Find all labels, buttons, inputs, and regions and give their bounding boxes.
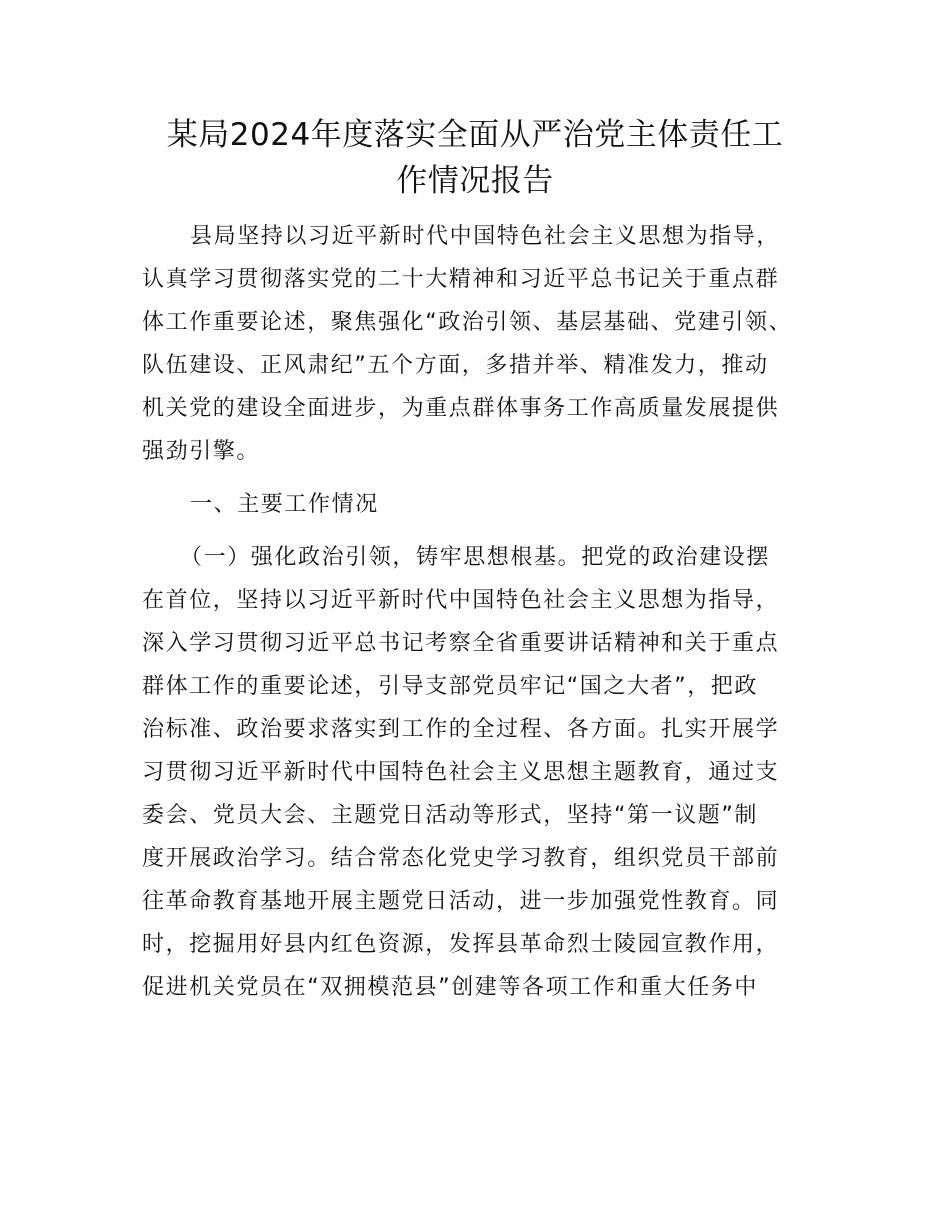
paragraph-1-line-4: 队伍建设、正风肃纪”五个方面，多措并举、精准发力，推动 <box>142 353 769 378</box>
title-line-2: 作情况报告 <box>396 163 554 199</box>
paragraph-1-line-3: 体工作重要论述，聚焦强化“政治引领、基层基础、党建引领、 <box>142 310 793 335</box>
document-title <box>130 112 820 204</box>
title-line-1: 某局2024年度落实全面从严治党主体责任工 <box>166 117 784 153</box>
paragraph-2-line-5: 治标准、政治要求落实到工作的全过程、各方面。扎实开展学 <box>142 717 780 742</box>
paragraph-1-line-1: 县局坚持以习近平新时代中国特色社会主义思想为指导， <box>190 224 781 249</box>
paragraph-1-line-2: 认真学习贯彻落实党的二十大精神和习近平总书记关于重点群 <box>142 267 780 292</box>
paragraph-2-line-2: 在首位，坚持以习近平新时代中国特色社会主义思想为指导， <box>142 588 780 613</box>
paragraph-2-line-3: 深入学习贯彻习近平总书记考察全省重要讲话精神和关于重点 <box>142 631 780 656</box>
paragraph-2-line-4: 群体工作的重要论述，引导支部党员牢记“国之大者”，把政 <box>142 674 758 699</box>
paragraph-2-line-1: （一）强化政治引领，铸牢思想根基。把党的政治建设摆 <box>180 545 771 570</box>
paragraph-1-line-5: 机关党的建设全面进步，为重点群体事务工作高质量发展提供 <box>142 396 780 421</box>
paragraph-2-line-6: 习贯彻习近平新时代中国特色社会主义思想主题教育，通过支 <box>142 760 780 785</box>
paragraph-2-line-8: 度开展政治学习。结合常态化党史学习教育，组织党员干部前 <box>142 846 780 871</box>
paragraph-2-line-10: 时，挖掘用好县内红色资源，发挥县革命烈士陵园宣教作用， <box>142 932 780 957</box>
paragraph-2-line-9: 往革命教育基地开展主题党日活动，进一步加强党性教育。同 <box>142 889 780 914</box>
paragraph-2-line-11: 促进机关党员在“双拥模范县”创建等各项工作和重大任务中 <box>142 975 758 1000</box>
section-heading: 一、主要工作情况 <box>190 492 379 517</box>
paragraph-1-line-6: 强劲引擎。 <box>142 439 261 464</box>
paragraph-2-line-7: 委会、党员大会、主题党日活动等形式，坚持“第一议题”制 <box>142 803 758 828</box>
